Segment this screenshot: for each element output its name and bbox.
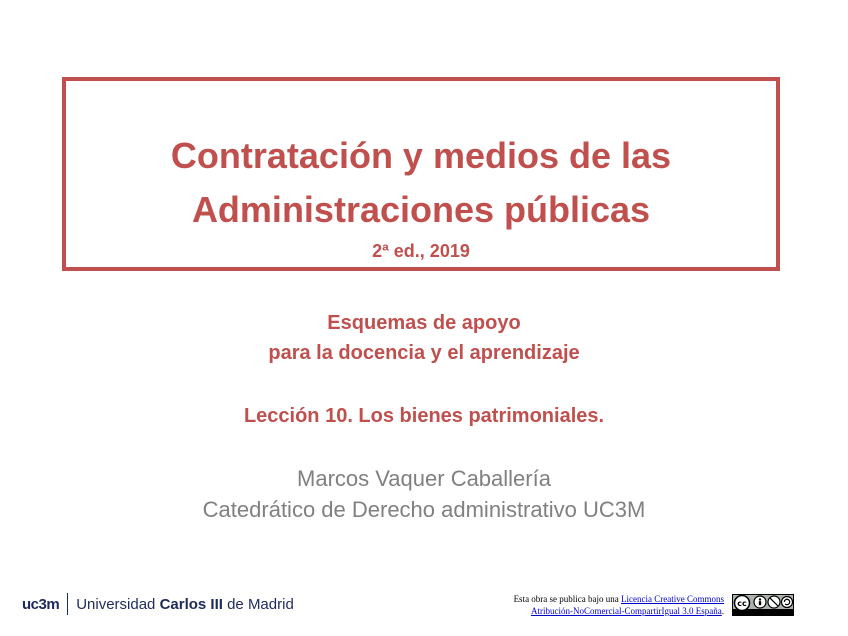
license-prefix: Esta obra se publica bajo una [513,594,622,604]
logo-prefix: Universidad [76,595,160,613]
author-position: Catedrático de Derecho administrativo UC3M [202,497,646,522]
logo-divider [67,593,68,615]
logo-suffix: de Madrid [222,595,294,613]
logo-university-name [76,596,294,613]
cc-badge-label: cc [737,599,747,608]
license-end: . [721,606,724,616]
lesson-title: Lección 10. Los bienes patrimoniales. [243,405,605,427]
document-title [66,129,776,237]
subtitle-line-1: Esquemas de apoyo [327,312,521,334]
logo-short: uc3m [22,595,60,613]
creative-commons-badge-icon[interactable] [732,594,794,616]
title-box [62,77,780,271]
license-link-1[interactable]: Licencia Creative Commons [621,594,724,604]
license-notice [448,593,724,617]
subtitle-line-2: para la docencia y el aprendizaje [268,342,580,364]
author-name: Marcos Vaquer Caballería [297,466,551,491]
title-line-1: Contratación y medios de las [170,135,672,176]
title-line-2: Administraciones públicas [191,189,651,230]
edition-label: 2ª ed., 2019 [372,241,470,261]
university-logo [22,592,294,616]
license-link-2[interactable]: Atribución-NoComercial-CompartirIgual 3.0 España [531,606,722,616]
logo-bold: Carlos III [159,595,223,613]
sa-icon [782,597,793,608]
